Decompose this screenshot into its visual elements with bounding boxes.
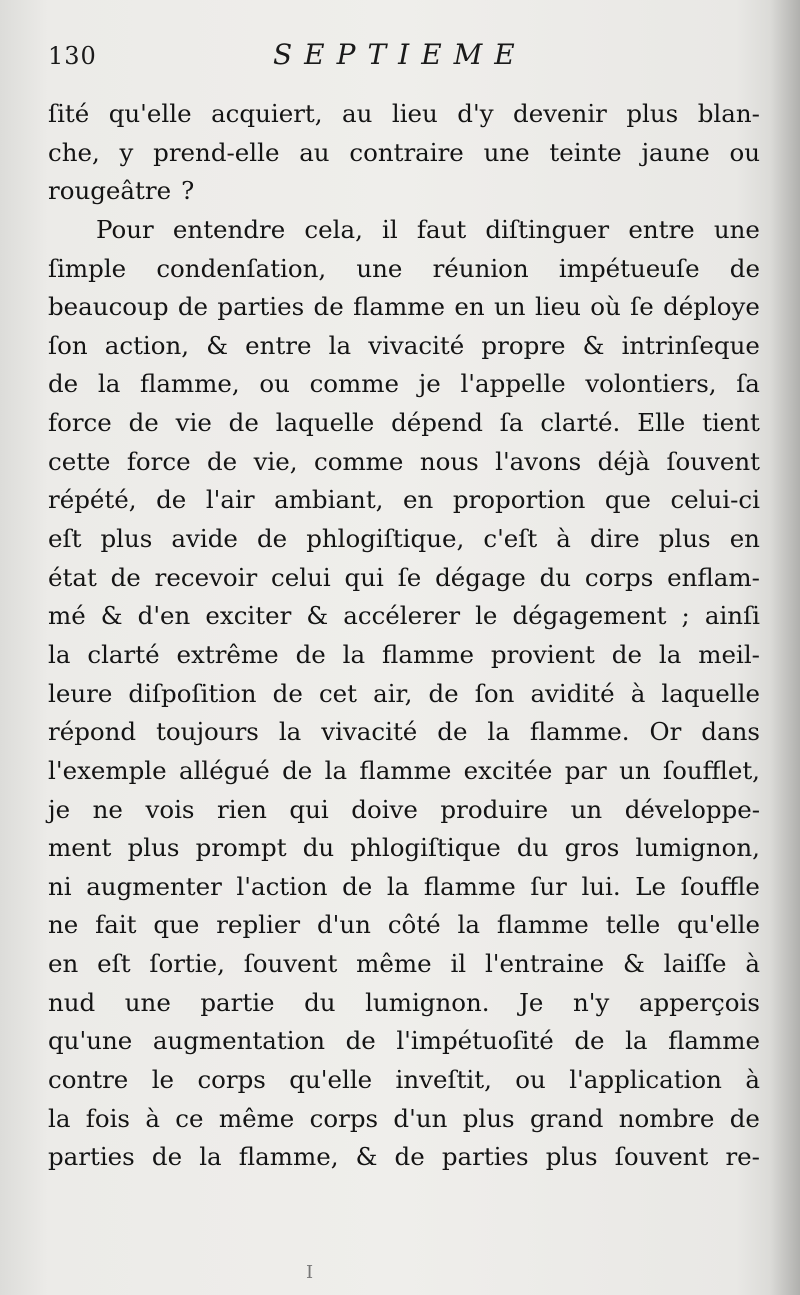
text-word: avidité (530, 678, 615, 708)
text-line (48, 1022, 760, 1061)
signature-mark: I (306, 1262, 314, 1283)
text-word: ainſi (704, 601, 760, 631)
text-line (48, 95, 760, 134)
text-line (48, 791, 760, 830)
text-word: celui-ci (670, 485, 760, 515)
text-word: comme (313, 446, 404, 476)
text-line (48, 752, 760, 791)
text-word: ou (259, 369, 290, 399)
text-word: déjà (597, 446, 651, 476)
text-word: un (494, 292, 526, 322)
text-word: allégué (178, 755, 270, 785)
text-line (48, 945, 760, 984)
text-word: doive (351, 794, 418, 824)
text-word: corps (309, 1103, 379, 1133)
text-word: ne (48, 910, 79, 940)
text-word: vie (175, 408, 212, 438)
text-word: force (48, 408, 112, 438)
text-word: il (450, 949, 467, 979)
text-word: plus (100, 524, 153, 554)
text-line (48, 327, 760, 366)
text-line (48, 1100, 760, 1139)
text-word: même (218, 1103, 295, 1133)
text-word: ſimple (48, 253, 127, 283)
text-line (48, 636, 760, 675)
text-word: blan- (697, 99, 760, 128)
text-word: gros (564, 833, 620, 863)
text-word: qu'elle (677, 910, 760, 940)
text-word: je (48, 794, 71, 824)
text-word: de (282, 755, 313, 785)
text-word: intrinſeque (621, 330, 760, 360)
text-word: de (177, 292, 209, 322)
text-word: ambiant, (274, 485, 384, 515)
text-word: nous (419, 446, 479, 476)
text-word: volontiers, (585, 369, 717, 399)
text-word: du (302, 833, 335, 863)
text-word: phlogiſtique (350, 833, 501, 863)
text-word: che, (48, 137, 100, 167)
text-word: cette (48, 446, 111, 476)
text-line (48, 134, 760, 173)
text-word: plus (462, 1103, 515, 1133)
text-word: impétueuſe (558, 253, 700, 283)
text-word: dépend (391, 408, 483, 438)
text-word: je (418, 369, 441, 399)
text-word: augmentation (152, 1026, 326, 1056)
text-word: propre (481, 330, 566, 360)
text-word: dégage (435, 562, 526, 592)
text-word: excitée (463, 755, 553, 785)
text-line (48, 481, 760, 520)
text-word: y (119, 137, 134, 167)
text-word: laiſſe (663, 949, 727, 979)
text-word: état (48, 562, 97, 592)
text-word: ſoufflet, (663, 755, 760, 785)
text-word: acquiert, (211, 99, 323, 128)
text-word: nud (48, 987, 96, 1017)
text-word: en (48, 949, 79, 979)
text-word: le (151, 1065, 175, 1095)
text-word: re- (725, 1142, 760, 1172)
text-word: la (625, 1026, 648, 1056)
text-word: laquelle (275, 408, 375, 438)
text-word: ſa (499, 408, 524, 438)
text-word: meil- (698, 639, 760, 669)
text-word: de (729, 1103, 760, 1133)
text-word: dégagement (512, 601, 667, 631)
text-word: exciter (205, 601, 292, 631)
text-word: dans (701, 717, 760, 747)
text-word: le (475, 601, 498, 631)
text-word: Pour (96, 214, 154, 244)
text-word: entre (245, 330, 312, 360)
text-word: produire (440, 794, 549, 824)
text-word: laquelle (661, 678, 760, 708)
text-word: ni (48, 871, 72, 901)
text-word: du (304, 987, 336, 1017)
text-word: parties (441, 1142, 529, 1172)
text-word: en (454, 292, 485, 322)
text-word: Le (635, 871, 667, 901)
text-word: toujours (156, 717, 259, 747)
text-word: en (729, 524, 760, 554)
text-word: de (345, 1026, 376, 1056)
text-word: que (604, 485, 651, 515)
text-word: la (487, 717, 510, 747)
text-word: condenſation, (156, 253, 327, 283)
text-word: extrême (176, 639, 279, 669)
text-word: cet (318, 678, 358, 708)
text-word: & (622, 949, 645, 979)
text-word: du (539, 562, 572, 592)
text-word: ſouffle (680, 871, 760, 901)
text-word: de (128, 408, 159, 438)
text-word: une (124, 987, 171, 1017)
text-word: qui (344, 562, 384, 592)
text-word: qui (289, 794, 329, 824)
text-word: la (457, 910, 480, 940)
text-word: la (97, 369, 121, 399)
text-line (48, 288, 760, 327)
text-word: clarté (87, 639, 160, 669)
text-word: plus (545, 1142, 598, 1172)
text-word: de (156, 485, 187, 515)
text-word: partie (200, 987, 275, 1017)
text-word: de (256, 524, 288, 554)
text-word: vivacité (321, 717, 418, 747)
text-line (48, 1061, 760, 1100)
text-word: ſon (474, 678, 515, 708)
text-word: flamme, (238, 1142, 339, 1172)
text-line (48, 211, 760, 250)
text-word: un (570, 794, 603, 824)
text-word: contre (48, 1065, 129, 1095)
text-word: contraire (349, 137, 464, 167)
text-word: de (437, 717, 468, 747)
running-head: SEPTIEME (273, 38, 527, 71)
text-word: la (48, 639, 71, 669)
text-word: ſouvent (666, 446, 760, 476)
text-word: où (590, 292, 621, 322)
text-line (48, 365, 760, 404)
text-word: comme (309, 369, 399, 399)
text-word: qu'elle (289, 1065, 373, 1095)
text-word: à (745, 949, 760, 979)
text-word: ? (181, 176, 195, 206)
text-word: flamme (496, 910, 589, 940)
text-word: ſon (48, 330, 88, 360)
text-line (48, 559, 760, 598)
text-word: & (355, 1142, 378, 1172)
text-word: à (745, 1065, 760, 1095)
text-word: ſe (630, 292, 654, 322)
text-word: vivacité (368, 330, 465, 360)
text-word: telle (605, 910, 661, 940)
text-word: fois (85, 1103, 131, 1133)
text-word: flamme (382, 639, 474, 669)
text-word: provient (490, 639, 595, 669)
text-word: de (574, 1026, 605, 1056)
text-word: rougeâtre (48, 176, 172, 206)
text-word: flamme (359, 755, 452, 785)
text-word: la (324, 755, 348, 785)
text-word: de (48, 369, 79, 399)
text-word: tient (702, 408, 760, 438)
text-word: la (199, 1142, 222, 1172)
text-word: ſouvent (243, 949, 338, 979)
text-word: ſe (397, 562, 422, 592)
text-word: de (295, 639, 326, 669)
text-word: ce (175, 1103, 204, 1133)
text-word: l'application (569, 1065, 722, 1095)
text-word: rien (217, 794, 267, 824)
text-word: la (342, 639, 366, 669)
text-line (48, 984, 760, 1023)
text-word: apperçois (638, 987, 760, 1017)
text-word: l'impétuoſité (396, 1026, 554, 1056)
text-line (48, 404, 760, 443)
text-word: force (126, 446, 191, 476)
text-word: à (630, 678, 646, 708)
text-word: n'y (572, 987, 610, 1017)
text-word: enflam- (667, 562, 760, 592)
text-word: prompt (195, 833, 287, 863)
text-word: entendre (172, 214, 286, 244)
text-word: phlogiſtique, (306, 524, 465, 554)
text-word: mé (48, 601, 86, 631)
text-line (48, 906, 760, 945)
text-word: recevoir (154, 562, 258, 592)
text-word: plus (658, 524, 711, 554)
text-word: de (394, 1142, 425, 1172)
text-word: la (48, 1103, 71, 1133)
text-word: Elle (637, 408, 686, 438)
text-word: qu'une (48, 1026, 133, 1056)
text-word: d'un (316, 910, 371, 940)
text-line (48, 1138, 760, 1177)
text-word: avide (171, 524, 238, 554)
text-word: & (206, 330, 229, 360)
text-word: lumignon. (365, 987, 490, 1017)
text-word: action, (104, 330, 190, 360)
text-word: replier (216, 910, 301, 940)
text-word: une (356, 253, 403, 283)
text-word: diſtinguer (485, 214, 610, 244)
text-word: lieu (391, 99, 438, 128)
text-word: d'en (137, 601, 191, 631)
text-word: une (713, 214, 760, 244)
text-word: la (386, 871, 410, 901)
text-word: vie, (253, 446, 298, 476)
text-word: l'entraine (484, 949, 605, 979)
text-word: ment (48, 833, 112, 863)
text-word: de (729, 253, 760, 283)
text-word: & (582, 330, 605, 360)
text-word: une (483, 137, 530, 167)
text-word: plus (127, 833, 180, 863)
text-word: de (151, 1142, 183, 1172)
text-word: fait (95, 910, 137, 940)
text-line (48, 250, 760, 289)
text-word: ou (515, 1065, 546, 1095)
text-word: augmenter (86, 871, 222, 901)
text-word: lumignon, (635, 833, 760, 863)
text-word: ; (681, 601, 690, 631)
body-text (48, 95, 760, 1177)
text-word: parties (217, 292, 305, 322)
text-word: prend-elle (153, 137, 280, 167)
text-word: la (658, 639, 682, 669)
text-word: corps (197, 1065, 266, 1095)
text-word: devenir (513, 99, 607, 128)
text-word: & (100, 601, 123, 631)
text-word: de (207, 446, 238, 476)
text-word: cela, (304, 214, 363, 244)
text-word: & (306, 601, 329, 631)
text-word: répété, (48, 485, 137, 515)
text-word: au (299, 137, 330, 167)
text-word: en (403, 485, 434, 515)
text-word: de (272, 678, 303, 708)
text-word: qu'elle (108, 99, 192, 128)
text-line (48, 713, 760, 752)
text-word: faut (416, 214, 467, 244)
text-word: du (516, 833, 549, 863)
text-word: teinte (549, 137, 622, 167)
text-word: ſur (530, 871, 567, 901)
text-word: flamme (353, 292, 446, 322)
text-word: de (110, 562, 141, 592)
text-word: ſité (48, 99, 90, 128)
text-word: de (342, 871, 373, 901)
text-word: Je (519, 987, 544, 1017)
text-word: d'un (393, 1103, 448, 1133)
text-word: ſouvent (614, 1142, 709, 1172)
text-word: l'air (205, 485, 255, 515)
text-word: l'action (236, 871, 328, 901)
text-word: flamme (423, 871, 516, 901)
text-word: air, (373, 678, 413, 708)
text-word: l'exemple (48, 755, 167, 785)
page-header (48, 38, 758, 78)
text-word: inveſtit, (395, 1065, 492, 1095)
text-word: même (356, 949, 432, 979)
text-word: flamme (668, 1026, 760, 1056)
text-word: d'y (457, 99, 494, 128)
text-word: entre (628, 214, 695, 244)
text-word: ſa (736, 369, 760, 399)
text-word: à (556, 524, 571, 554)
text-word: la (328, 330, 352, 360)
text-word: de (313, 292, 344, 322)
text-word: flamme. (529, 717, 630, 747)
text-word: la (278, 717, 302, 747)
text-word: un (619, 755, 651, 785)
text-word: de (611, 639, 642, 669)
text-word: au (342, 99, 373, 128)
text-word: dire (589, 524, 640, 554)
text-word: il (382, 214, 398, 244)
text-word: eſt (97, 949, 131, 979)
page-number: 130 (48, 42, 97, 70)
text-word: par (564, 755, 607, 785)
text-word: l'avons (495, 446, 582, 476)
text-word: réunion (432, 253, 529, 283)
text-word: clarté. (540, 408, 621, 438)
text-word: ou (729, 137, 760, 167)
text-word: proportion (452, 485, 586, 515)
text-word: c'eſt (483, 524, 538, 554)
text-word: de (228, 408, 259, 438)
text-line (48, 868, 760, 907)
text-line (48, 675, 760, 714)
text-word: grand (529, 1103, 604, 1133)
text-line (48, 520, 760, 559)
text-word: côté (387, 910, 441, 940)
text-word: que (153, 910, 200, 940)
text-word: nombre (618, 1103, 715, 1133)
text-word: accélerer (343, 601, 461, 631)
text-word: jaune (641, 137, 710, 167)
text-word: à (145, 1103, 160, 1133)
text-word: déploye (663, 292, 760, 322)
text-word: flamme, (139, 369, 240, 399)
text-word: lieu (534, 292, 581, 322)
text-line (48, 829, 760, 868)
text-word: lui. (581, 871, 621, 901)
text-word: leure (48, 678, 113, 708)
text-word: eſt (48, 524, 82, 554)
text-line (48, 172, 760, 211)
text-word: ſortie, (149, 949, 225, 979)
text-line (48, 597, 760, 636)
text-word: répond (48, 717, 137, 747)
text-word: Or (649, 717, 682, 747)
text-word: diſpoſition (128, 678, 257, 708)
text-line (48, 443, 760, 482)
text-word: vois (145, 794, 195, 824)
text-word: ne (92, 794, 123, 824)
text-word: l'appelle (460, 369, 566, 399)
text-word: plus (626, 99, 679, 128)
text-word: parties (48, 1142, 135, 1172)
text-word: celui (271, 562, 331, 592)
text-word: de (428, 678, 459, 708)
text-word: développe- (624, 794, 760, 824)
page-edge-shadow (770, 0, 800, 1295)
text-word: corps (584, 562, 654, 592)
text-word: beaucoup (48, 292, 169, 322)
